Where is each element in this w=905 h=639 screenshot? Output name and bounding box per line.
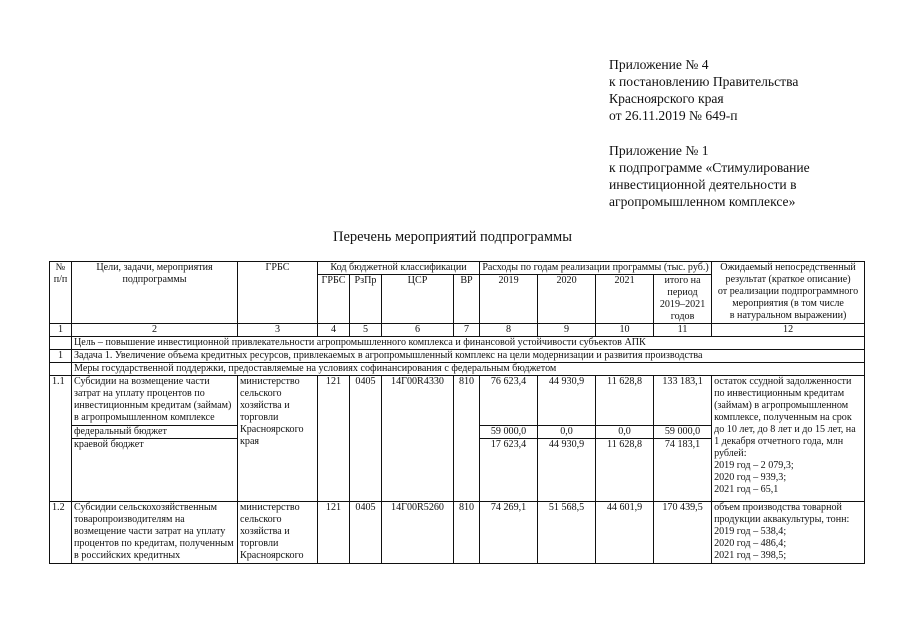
goal-row bbox=[50, 337, 865, 350]
table-row bbox=[50, 376, 865, 426]
item-2019: 76 623,4 bbox=[480, 376, 538, 426]
item-vr: 810 bbox=[454, 502, 480, 564]
header-year-2020: 2020 bbox=[538, 275, 596, 324]
col-number: 2 bbox=[72, 324, 238, 337]
item-result: остаток ссудной задолженности по инвестиционным кредитам (займам) в агропромышленном комплексе, полученным на срок до 10 лет, до 8 лет и до 15 лет, на 1 декабря отчетного года, млн рублей: 2019 год – 2 079,3; 2020 год – 939,3; 2021 год – 65,1 bbox=[712, 376, 865, 502]
header-result: Ожидаемый непосредственный результат (краткое описание) от реализации подпрограммного мероприятия (в том числе в натуральном выражении) bbox=[712, 262, 865, 324]
reg-total: 74 183,1 bbox=[654, 439, 712, 502]
header-line: Приложение № 4 bbox=[609, 57, 709, 72]
header-budget-code: Код бюджетной классификации bbox=[318, 262, 480, 275]
column-numbers-row bbox=[50, 324, 865, 337]
item-grbs: министерство сельского хозяйства и торговли Красноярского края bbox=[238, 376, 318, 502]
header-line: Приложение № 1 bbox=[609, 143, 709, 158]
goal-text: Цель – повышение инвестиционной привлекательности агропромышленного комплекса и финансовой устойчивости субъектов АПК bbox=[72, 337, 865, 350]
item-result: объем производства товарной продукции аквакультуры, тонн: 2019 год – 538,4; 2020 год – 486,4; 2021 год – 398,5; bbox=[712, 502, 865, 564]
col-number: 4 bbox=[318, 324, 350, 337]
item-name: Субсидии на возмещение части затрат на уплату процентов по инвестиционным кредитам (займам) в агропромышленном комплексе bbox=[72, 376, 238, 426]
header-line: Красноярского края bbox=[609, 91, 724, 106]
fed-budget-label: федеральный бюджет bbox=[72, 426, 238, 439]
reg-2019: 17 623,4 bbox=[480, 439, 538, 502]
header-total: итого на период 2019–2021 годов bbox=[654, 275, 712, 324]
fed-2020: 0,0 bbox=[538, 426, 596, 439]
appendix-1-header bbox=[609, 142, 810, 210]
col-number: 1 bbox=[50, 324, 72, 337]
item-2020: 51 568,5 bbox=[538, 502, 596, 564]
header-grbs: ГРБС bbox=[238, 262, 318, 324]
header-line: инвестиционной деятельности в bbox=[609, 177, 797, 192]
col-number: 5 bbox=[350, 324, 382, 337]
item-name: Субсидии сельскохозяйственным товаропроизводителям на возмещение части затрат на уплату процентов по кредитам, полученным в российских кредитных bbox=[72, 502, 238, 564]
item-2020: 44 930,9 bbox=[538, 376, 596, 426]
item-total: 170 439,5 bbox=[654, 502, 712, 564]
item-2019: 74 269,1 bbox=[480, 502, 538, 564]
col-number: 12 bbox=[712, 324, 865, 337]
reg-budget-label: краевой бюджет bbox=[72, 439, 238, 502]
header-code-grbs: ГРБС bbox=[318, 275, 350, 324]
item-total: 133 183,1 bbox=[654, 376, 712, 426]
task-text: Задача 1. Увеличение объема кредитных ресурсов, привлекаемых в агропромышленный комплекс на цели модернизации и развития производства bbox=[72, 350, 865, 363]
col-number: 6 bbox=[382, 324, 454, 337]
item-2021: 44 601,9 bbox=[596, 502, 654, 564]
header-goals: Цели, задачи, мероприятия подпрограммы bbox=[72, 262, 238, 324]
header-line: агропромышленном комплексе» bbox=[609, 194, 796, 209]
task-row bbox=[50, 350, 865, 363]
header-vr: ВР bbox=[454, 275, 480, 324]
header-year-2021: 2021 bbox=[596, 275, 654, 324]
task-num: 1 bbox=[50, 350, 72, 363]
col-number: 10 bbox=[596, 324, 654, 337]
item-num: 1.1 bbox=[50, 376, 72, 502]
header-line: от 26.11.2019 № 649-п bbox=[609, 108, 738, 123]
item-csr: 14Г00R4330 bbox=[382, 376, 454, 502]
measures-table bbox=[49, 261, 865, 564]
item-code-grbs: 121 bbox=[318, 502, 350, 564]
col-number: 9 bbox=[538, 324, 596, 337]
header-csr: ЦСР bbox=[382, 275, 454, 324]
col-number: 11 bbox=[654, 324, 712, 337]
reg-2021: 11 628,8 bbox=[596, 439, 654, 502]
item-rzpr: 0405 bbox=[350, 502, 382, 564]
item-num: 1.2 bbox=[50, 502, 72, 564]
document-title: Перечень мероприятий подпрограммы bbox=[333, 229, 572, 245]
col-number: 7 bbox=[454, 324, 480, 337]
col-number: 8 bbox=[480, 324, 538, 337]
header-line: к постановлению Правительства bbox=[609, 74, 799, 89]
col-number: 3 bbox=[238, 324, 318, 337]
header-expenses: Расходы по годам реализации программы (тыс. руб.) bbox=[480, 262, 712, 275]
measures-row bbox=[50, 363, 865, 376]
item-code-grbs: 121 bbox=[318, 376, 350, 502]
header-rzpr: РзПр bbox=[350, 275, 382, 324]
reg-2020: 44 930,9 bbox=[538, 439, 596, 502]
item-csr: 14Г00R5260 bbox=[382, 502, 454, 564]
fed-2021: 0,0 bbox=[596, 426, 654, 439]
appendix-4-header bbox=[609, 56, 798, 124]
header-line: к подпрограмме «Стимулирование bbox=[609, 160, 810, 175]
item-rzpr: 0405 bbox=[350, 376, 382, 502]
measures-text: Меры государственной поддержки, предоставляемые на условиях софинансирования с федеральным бюджетом bbox=[72, 363, 865, 376]
header-num: № п/п bbox=[50, 262, 72, 324]
fed-2019: 59 000,0 bbox=[480, 426, 538, 439]
fed-total: 59 000,0 bbox=[654, 426, 712, 439]
item-grbs: министерство сельского хозяйства и торговли Красноярского bbox=[238, 502, 318, 564]
table-row bbox=[50, 502, 865, 564]
item-vr: 810 bbox=[454, 376, 480, 502]
item-2021: 11 628,8 bbox=[596, 376, 654, 426]
header-year-2019: 2019 bbox=[480, 275, 538, 324]
